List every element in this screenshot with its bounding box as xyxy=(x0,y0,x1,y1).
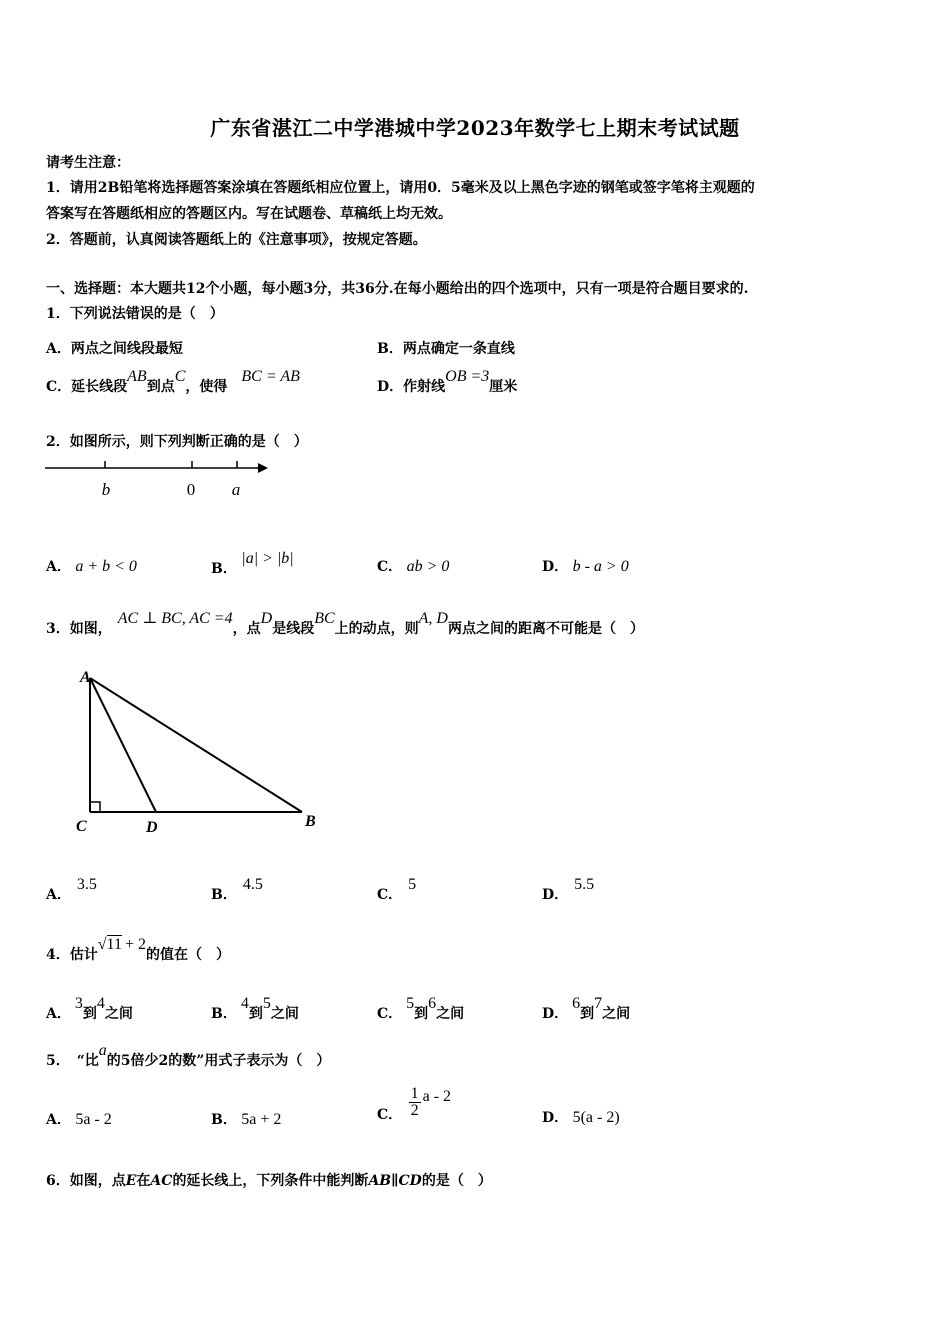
q4-stem: 4．估计√11 + 2的值在（ ） xyxy=(46,936,230,963)
q5-option-b: B． 5a + 2 xyxy=(211,1111,282,1128)
q3-stem: 3．如图，AC ⊥ BC, AC =4，点D是线段BC上的动点，则A, D两点之间的距离不可能是（ ） xyxy=(46,610,644,637)
q2-stem: 2．如图所示，则下列判断正确的是（ ） xyxy=(46,434,308,450)
q2-option-c: C． ab > 0 xyxy=(377,558,450,575)
q4-option-d: D．6到7之间 xyxy=(542,995,631,1022)
page-title: 广东省湛江二中学港城中学2023年数学七上期末考试试题 xyxy=(210,116,740,140)
q1-option-a: A．两点之间线段最短 xyxy=(46,341,183,357)
side-ab xyxy=(90,678,302,812)
vertex-a-label: A xyxy=(80,669,91,686)
q5-c-fraction: $\frac{1}{2}$ xyxy=(410,1085,419,1119)
right-angle-mark xyxy=(90,802,100,812)
q6-stem: 6．如图，点E在AC的延长线上，下列条件中能判断AB∥CD的是（ ） xyxy=(46,1173,492,1189)
q3-option-c: C．5 xyxy=(377,876,417,903)
q4-option-c: C．5到6之间 xyxy=(377,995,465,1022)
notice-line-1: 1．请用2B铅笔将选择题答案涂填在答题纸相应位置上，请用0．5毫米及以上黑色字迹的钢笔或签字笔将主观题的 xyxy=(46,180,755,196)
q3-option-d: D．5.5 xyxy=(542,876,595,903)
label-a: a xyxy=(231,480,241,499)
point-d-label: D xyxy=(146,819,158,836)
q5-option-d: D． 5(a - 2) xyxy=(542,1109,620,1126)
label-b: b xyxy=(101,480,111,499)
q1-option-b: B．两点确定一条直线 xyxy=(377,341,515,357)
q1-option-d: D．作射线OB =3厘米 xyxy=(377,368,518,395)
q2-option-b: B． |a| > |b| xyxy=(211,550,294,577)
vertex-c-label: C xyxy=(76,818,87,835)
q1-stem: 1．下列说法错误的是（ ） xyxy=(46,306,224,322)
label-zero: 0 xyxy=(186,480,196,499)
q2-option-d: D． b - a > 0 xyxy=(542,558,629,575)
number-line-arrow xyxy=(258,463,268,473)
q4-option-a: A．3到4之间 xyxy=(46,995,133,1022)
q2-option-a: A． a + b < 0 xyxy=(46,558,137,575)
q5-option-a: A． 5a - 2 xyxy=(46,1111,112,1128)
q1-option-c: C．延长线段AB到点C，使得BC = AB xyxy=(46,368,300,395)
notice-line-2: 2．答题前，认真阅读答题纸上的《注意事项》，按规定答题。 xyxy=(46,232,427,248)
q3-option-b: B．4.5 xyxy=(211,876,263,903)
section-heading: 一、选择题：本大题共12个小题，每小题3分，共36分.在每小题给出的四个选项中，只有一项是符合题目要求的. xyxy=(46,281,749,297)
q5-stem: 5． “比a的5倍少2的数”用式子表示为（ ） xyxy=(46,1042,331,1069)
q3-option-a: A．3.5 xyxy=(46,876,97,903)
q2-number-line xyxy=(40,456,280,501)
notice-heading: 请考生注意： xyxy=(46,155,130,171)
q4-option-b: B．4到5之间 xyxy=(211,995,299,1022)
q5-option-c: C． $\frac{1}{2}$ a - 2 xyxy=(377,1085,452,1123)
notice-line-1b: 答案写在答题纸相应的答题区内。写在试题卷、草稿纸上均无效。 xyxy=(46,206,452,222)
q3-triangle-figure xyxy=(70,660,330,840)
vertex-b-label: B xyxy=(305,813,316,830)
